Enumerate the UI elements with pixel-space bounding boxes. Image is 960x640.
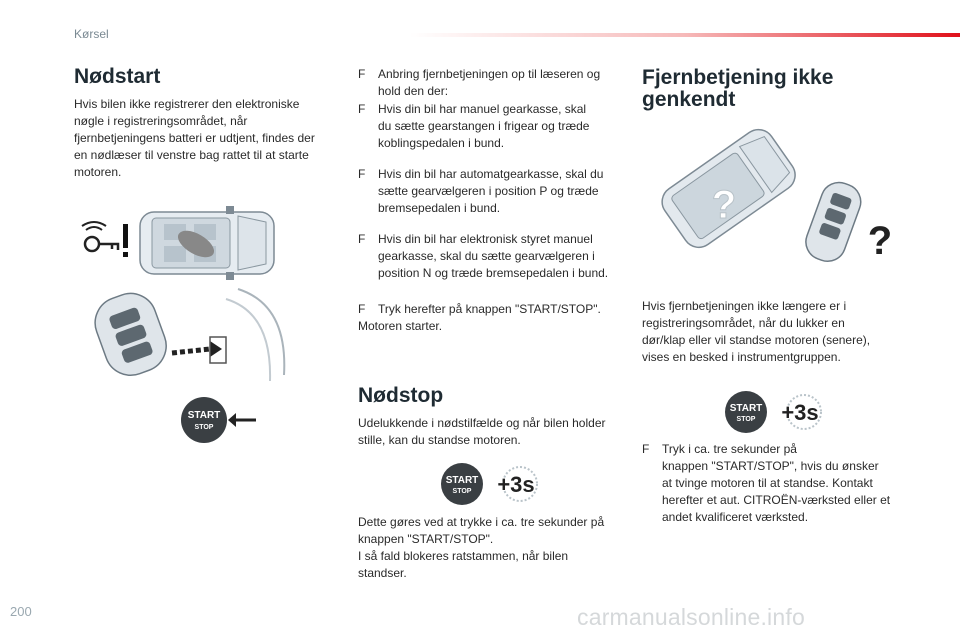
info-line-4: vises en besked i instrumentgruppen. [642,350,841,364]
section-label: Kørsel [74,27,109,41]
intro-line-1: Hvis bilen ikke registrerer den elektroniske [74,97,300,111]
press-line-2: Motoren starter. [358,319,443,333]
intro-line-5: motoren. [74,165,122,179]
key-reader-illustration [88,285,288,385]
start-stop-3s-icon-2 [724,390,824,434]
page-number: 200 [10,604,32,619]
title-nodstop: Nødstop [358,384,444,407]
intro-line-4: en nødlæser til venstre bag rattet til at starte [74,148,309,162]
info-line-3: dør/klap eller vil standse motoren (senere), [642,333,871,347]
bullet-1-line-2: hold den der: [378,84,449,98]
title-fjernbetjening: Fjernbetjening ikke [642,66,834,89]
stop-note-line-4: standser. [358,566,407,580]
bullet-3-line-3: bremsepedalen i bund. [378,201,501,215]
stop-note-line-1: Dette gøres ved at trykke i ca. tre sekunder på [358,515,605,529]
col3-bullet-line-2: knappen "START/STOP", hvis du ønsker [662,459,879,473]
bullet-marker: F [358,232,366,246]
title-fjernbetjening-line-2: genkendt [642,88,736,111]
svg-text:STOP: STOP [736,416,756,423]
bullet-2-line-2: du sætte gearstangen i frigear og træde [378,119,590,133]
stop-intro-line-2: stille, kan du standse motoren. [358,433,521,447]
bullet-4-line-3: position N og træde bremsepedalen i bund. [378,266,609,280]
svg-text:START: START [445,475,479,486]
press-line-1: Tryk herefter på knappen "START/STOP". [378,302,601,316]
start-stop-3s-icon [440,462,540,506]
bullet-2-line-3: koblingspedalen i bund. [378,136,505,150]
svg-text:START: START [187,410,221,421]
watermark[interactable]: carmanualsonline.info [577,604,805,630]
title-nodstart: Nødstart [74,65,161,88]
svg-text:START: START [729,403,763,414]
bullet-marker: F [358,67,366,81]
col3-bullet-line-1: Tryk i ca. tre sekunder på [662,442,797,456]
bullet-marker: F [358,167,366,181]
svg-text:+3s: +3s [497,472,535,497]
header-bar [410,33,960,37]
info-line-1: Hvis fjernbetjeningen ikke længere er i [642,299,847,313]
svg-text:+3s: +3s [781,400,819,425]
intro-line-3: fjernbetjeningens batteri er udtjent, findes der [74,131,315,145]
car-top-view-illustration [138,206,278,280]
bullet-marker: F [358,302,366,316]
bullet-3-line-1: Hvis din bil har automatgearkasse, skal du [378,167,604,181]
svg-text:STOP: STOP [452,488,472,495]
bullet-marker: F [642,442,650,456]
stop-note-line-2: knappen "START/STOP". [358,532,494,546]
svg-text:STOP: STOP [194,424,214,431]
bullet-marker: F [358,102,366,116]
key-warning-icon [80,222,132,260]
bullet-4-line-2: gearkasse, skal du sætte gearvælgeren i [378,249,595,263]
stop-intro-line-1: Udelukkende i nødstilfælde og når bilen holder [358,416,606,430]
stop-note-line-3: I så fald blokeres ratstammen, når bilen [358,549,569,563]
bullet-4-line-1: Hvis din bil har elektronisk styret manuel [378,232,593,246]
col3-bullet-line-5: andet kvalificeret værksted. [662,510,809,524]
car-key-not-found-illustration [656,130,896,270]
col3-bullet-line-3: at tvinge motoren til at standse. Kontakt [662,476,873,490]
bullet-3-line-2: sætte gearvælgeren i position P og træde [378,184,599,198]
start-stop-button-icon [180,396,260,444]
col3-bullet-line-4: herefter et aut. CITROËN-værksted eller et [662,493,891,507]
bullet-2-line-1: Hvis din bil har manuel gearkasse, skal [378,102,587,116]
bullet-1-line-1: Anbring fjernbetjeningen op til læseren og [378,67,601,81]
info-line-2: registreringsområdet, når du lukker en [642,316,845,330]
svg-text:?: ? [867,219,893,263]
svg-text:?: ? [711,183,737,227]
intro-line-2: nøgle i registreringsområdet, når [74,114,248,128]
